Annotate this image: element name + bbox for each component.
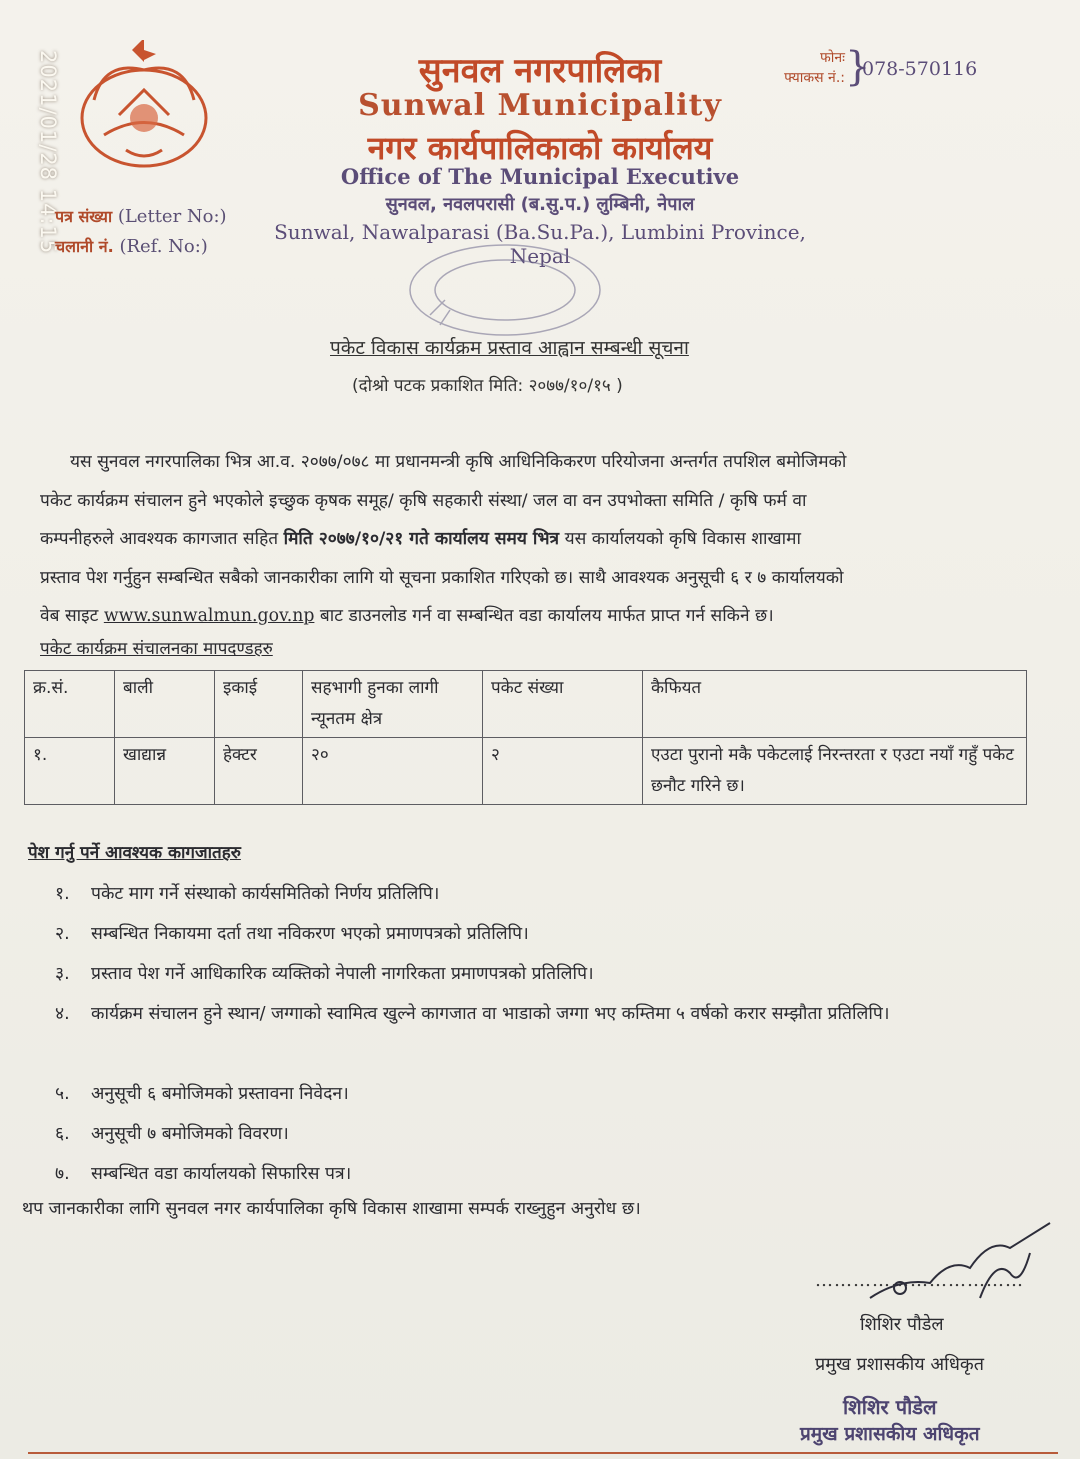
list-number: १.: [55, 884, 70, 904]
contact-labels: [765, 48, 845, 88]
notice-body: [40, 443, 1030, 636]
list-text: पकेट माग गर्ने संस्थाको कार्यसमितिको निर्णय प्रतिलिपि।: [91, 884, 440, 904]
timestamp-text: 2021/01/28 14:15: [36, 50, 60, 255]
body-line: यस सुनवल नगरपालिका भित्र आ.व. २०७७/०७८ मा प्रधानमन्त्री कृषि आधिनिकिकरण परियोजना अन्तर्गत तपशिल बमोजिमको: [70, 452, 847, 472]
list-item: [55, 995, 1045, 1075]
municipality-name-english: Sunwal Municipality: [358, 88, 722, 123]
column-header: क्र.सं.: [25, 671, 115, 738]
documents-list: [55, 875, 1045, 1195]
list-item: [55, 875, 1045, 915]
column-header: पकेट संख्या: [483, 671, 643, 738]
list-number: ७.: [55, 1164, 70, 1184]
name-stamp: शिशिर पौडेल: [843, 1395, 937, 1419]
office-seal-stamp-icon: [400, 240, 610, 340]
letter-reference-block: [55, 205, 227, 265]
table-cell: १.: [25, 738, 115, 805]
body-text-segment: यस कार्यालयको कृषि विकास शाखामा: [559, 529, 801, 550]
office-name-english: Office of The Municipal Executive: [340, 164, 740, 189]
list-item: [55, 1075, 1045, 1115]
body-text-segment: बाट डाउनलोड गर्न वा सम्बन्धित वडा कार्यालय मार्फत प्राप्त गर्न सकिने छ।: [314, 606, 774, 627]
list-text: अनुसूची ७ बमोजिमको विवरण।: [91, 1124, 289, 1144]
signature-line: ……………………………: [815, 1270, 1024, 1291]
criteria-table: [24, 670, 1027, 805]
column-header: इकाई: [215, 671, 303, 738]
body-line: पकेट कार्यक्रम संचालन हुने भएकोले इच्छुक कृषक समूह/ कृषि सहकारी संस्था/ जल वा वन उपभोक्ता समिति / कृषि फर्म वा: [40, 490, 807, 511]
brace-icon: }: [845, 44, 871, 90]
phone-label: फोनः: [819, 50, 845, 66]
table-cell: खाद्यान्न: [115, 738, 215, 805]
list-text: कार्यक्रम संचालन हुने स्थान/ जग्गाको स्वामित्व खुल्ने कागजात वा भाडाको जग्गा भए कम्तिमा ५ वर्षको करार सम्झौता प्रतिलिपि।: [91, 1004, 890, 1024]
documents-heading: पेश गर्नु पर्ने आवश्यक कागजातहरु: [28, 843, 241, 863]
body-line: प्रस्ताव पेश गर्नुहुन सम्बन्धित सबैको जानकारीका लागि यो सूचना प्रकाशित गरिएको छ। साथै आवश्यक अनुसूची ६ र ७ कार्यालयको: [40, 567, 844, 588]
address-english: Sunwal, Nawalparasi (Ba.Su.Pa.), Lumbini Province, Nepal: [274, 220, 806, 268]
deadline-text: मिति २०७७/१०/२१ गते कार्यालय समय भित्र: [283, 529, 560, 550]
list-text: सम्बन्धित निकायमा दर्ता तथा नविकरण भएको प्रमाणपत्रको प्रतिलिपि।: [91, 924, 529, 944]
notice-title: पकेट विकास कार्यक्रम प्रस्ताव आह्वान सम्बन्धी सूचना: [330, 337, 689, 359]
list-number: २.: [55, 924, 70, 944]
letter-number-label: पत्र संख्या (Letter No:): [55, 206, 227, 227]
list-number: ५.: [55, 1084, 70, 1104]
column-header: बाली: [115, 671, 215, 738]
body-text-segment: कम्पनीहरुले आवश्यक कागजात सहित: [40, 529, 284, 550]
list-item: [55, 1155, 1045, 1195]
reference-number-label: चलानी नं. (Ref. No:): [55, 236, 208, 257]
list-text: सम्बन्धित वडा कार्यालयको सिफारिस पत्र।: [91, 1164, 352, 1184]
signatory-name: शिशिर पौडेल: [860, 1314, 944, 1335]
table-cell: एउटा पुरानो मकै पकेटलाई निरन्तरता र एउटा नयाँ गहुँ पकेट छनौट गरिने छ।: [643, 738, 1027, 805]
nepal-government-emblem-icon: [64, 40, 224, 175]
list-item: [55, 955, 1045, 995]
table-cell: २०: [303, 738, 483, 805]
table-row: [25, 738, 1027, 805]
website-link[interactable]: www.sunwalmun.gov.np: [103, 606, 315, 627]
column-header: कैफियत: [643, 671, 1027, 738]
footer-rule: [28, 1452, 1058, 1454]
body-line: [40, 597, 1030, 636]
table-cell: हेक्टर: [215, 738, 303, 805]
designation-stamp: प्रमुख प्रशासकीय अधिकृत: [800, 1423, 980, 1445]
list-text: अनुसूची ६ बमोजिमको प्रस्तावना निवेदन।: [91, 1084, 349, 1104]
body-text-segment: वेब साइट: [40, 606, 104, 627]
office-name-nepali: नगर कार्यपालिकाको कार्यालय: [367, 129, 713, 167]
list-text: प्रस्ताव पेश गर्ने आधिकारिक व्यक्तिको नेपाली नागरिकता प्रमाणपत्रको प्रतिलिपि।: [91, 964, 594, 984]
closing-request: थप जानकारीका लागि सुनवल नगर कार्यपालिका कृषि विकास शाखामा सम्पर्क राख्नुहुन अनुरोध छ।: [22, 1199, 641, 1219]
notice-subtitle: (दोश्रो पटक प्रकाशित मिति: २०७७/१०/१५ ): [352, 376, 623, 396]
handwritten-signature-icon: [860, 1218, 1060, 1308]
list-item: [55, 1115, 1045, 1155]
list-number: ६.: [55, 1124, 70, 1144]
table-cell: २: [483, 738, 643, 805]
column-header: सहभागी हुनका लागी न्यूनतम क्षेत्र: [303, 671, 483, 738]
list-number: ४.: [55, 1004, 70, 1024]
table-header-row: [25, 671, 1027, 738]
criteria-heading: पकेट कार्यक्रम संचालनका मापदण्डहरु: [40, 639, 273, 659]
address-nepali: सुनवल, नवलपरासी (ब.सु.प.) लुम्बिनी, नेपाल: [385, 194, 695, 215]
fax-label: फ्याकस नं.:: [784, 70, 845, 86]
signatory-designation: प्रमुख प्रशासकीय अधिकृत: [815, 1354, 984, 1375]
municipality-name-nepali: सुनवल नगरपालिका: [418, 51, 662, 91]
phone-number: 078-570116: [862, 58, 978, 80]
list-number: ३.: [55, 964, 70, 984]
list-item: [55, 915, 1045, 955]
body-line: [40, 520, 1030, 559]
